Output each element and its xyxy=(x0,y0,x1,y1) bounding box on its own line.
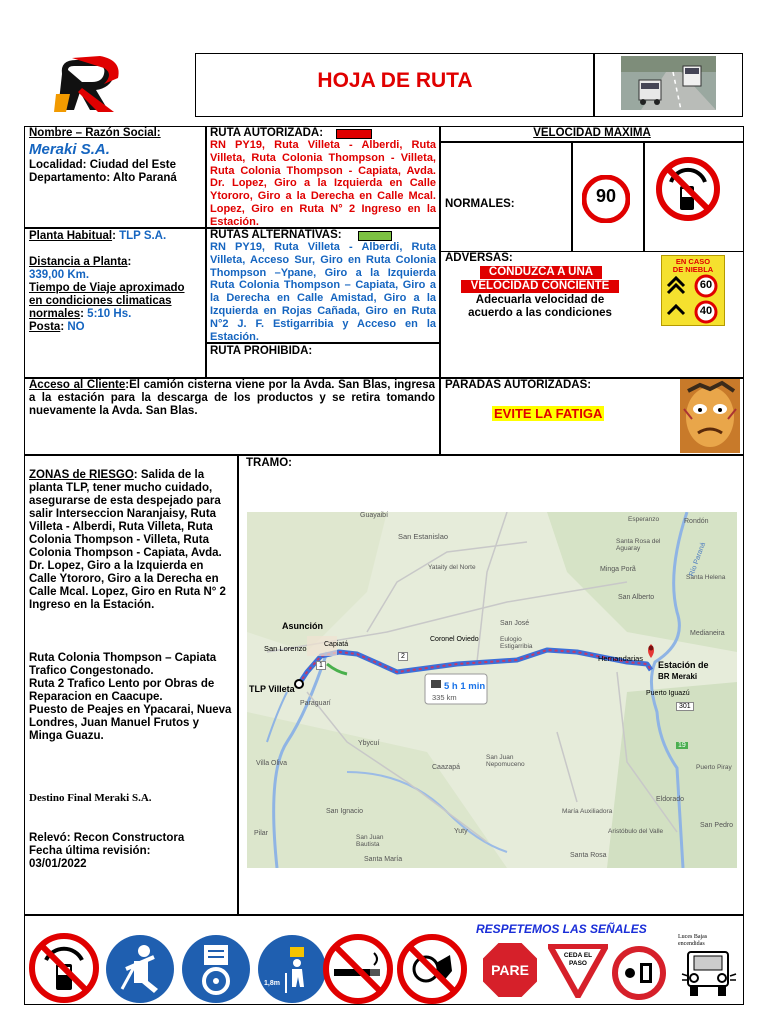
fog-speed-1: 60 xyxy=(699,279,713,291)
map-place-5: San Alberto xyxy=(618,594,655,601)
map-label: TRAMO: xyxy=(246,457,292,469)
speed-limit-value: 90 xyxy=(595,186,617,206)
low-lights-truck-icon xyxy=(680,946,738,1005)
map-place-15: Eulogio Estigarribia xyxy=(500,636,533,650)
speed-normal-divider-2 xyxy=(643,142,645,252)
no-drinking-driving-sign xyxy=(396,933,468,1010)
map-place-26: Santa Rosa xyxy=(570,852,607,859)
destination: Destino Final Meraki S.A. xyxy=(29,792,152,804)
map-place-31: Puerto Piray xyxy=(696,764,732,771)
map-place-12: San Lorenzo xyxy=(264,644,307,653)
reviewer: Relevó: Recon Constructora xyxy=(29,832,185,844)
map-place-20: San Juan Nepomuceno xyxy=(486,754,525,768)
map-place-1: San Estanislao xyxy=(398,532,449,541)
no-entry-sign xyxy=(612,946,666,1005)
map-road-301: 301 xyxy=(676,702,694,711)
distance-label: Distancia a Planta xyxy=(29,256,128,268)
map-place-32: Río Paraná xyxy=(688,541,708,578)
authorized-route-swatch xyxy=(336,129,372,139)
yield-sign-text-1: CEDA EL xyxy=(563,952,593,959)
map-place-9: Medianeira xyxy=(690,630,725,637)
map-place-11: Capiatá xyxy=(324,641,349,648)
speed-adverse-label: ADVERSAS: xyxy=(445,252,513,264)
page-title: HOJA DE RUTA xyxy=(317,69,473,92)
map-duration: 5 h 1 min xyxy=(444,681,486,692)
client-locality: Localidad: Ciudad del Este xyxy=(29,159,176,171)
travel-time-line: Tiempo de Viaje aproximado en condiciones climaticas normales: 5:10 Hs. xyxy=(29,282,185,320)
alt-routes-swatch xyxy=(358,231,392,241)
company-logo xyxy=(52,54,128,116)
access-text: El camión cisterna viene por la Avda. San Blas, ingresa a la estación para la descarga de los productos y se retira tomando nuevamente la Avda. San Blas. xyxy=(29,379,435,417)
map-place-2: Yataity del Norte xyxy=(428,564,476,571)
speed-normal-divider-1 xyxy=(571,142,573,252)
map-start-label: TLP Villeta xyxy=(249,684,295,694)
map-place-24: Santa María xyxy=(364,856,403,863)
map-place-6: Santa Helena xyxy=(686,574,726,581)
map-place-23: San Ignacio xyxy=(326,808,363,815)
map-place-7: Esperanzo xyxy=(628,516,660,523)
map-road-2: 2 xyxy=(398,652,408,661)
signs-title: RESPETEMOS LAS SEÑALES xyxy=(476,922,647,936)
map-end-label-2: BR Meraki xyxy=(658,672,698,681)
yield-sign-text-2: PASO xyxy=(569,960,587,967)
map-place-29: Aristóbulo del Valle xyxy=(608,828,664,835)
travel-time-value: 5:10 Hs. xyxy=(87,308,132,320)
map-place-4: Santa Rosa del Aguaray xyxy=(616,538,661,552)
stops-label: PARADAS AUTORIZADAS: xyxy=(445,379,592,391)
prohibited-route-label: RUTA PROHIBIDA: xyxy=(210,345,313,357)
map-place-22: San Juan Bautista xyxy=(356,834,384,848)
map-place-8: Rondón xyxy=(684,518,709,525)
risk-text-1: Salida de la planta TLP, tener mucho cuidado, asegurarse de esta despejado para salir Interseccion Naranjaisy, Ruta Villeta - Alberdi, Ruta Villeta, Ruta Colonia Thompson - Villeta, Ruta Colonia Thompson - Capiata, Avda. Dr. Lopez, Giro a la Izquierda en Calle Ytororo, Giro a la Derecha en Calle Mcal. Lopez, Giro en Ruta N° 2 Ingreso en la Estación. xyxy=(29,469,226,611)
map-place-21: Villa Oliva xyxy=(256,760,287,767)
map-place-13: Coronel Oviedo xyxy=(430,636,479,643)
map-place-28: San Pedro xyxy=(700,822,734,829)
risk-block-1: ZONAS de RIESGO: Salida de la planta TLP, tener mucho cuidado, asegurarse de esta despejado para salir Interseccion Naranjaisy, Ruta Villeta - Alberdi, Ruta Villeta, Ruta Colonia Thompson - Villeta, Ruta Colonia Thompson - Capiata, Avda. Dr. Lopez, Giro a la Izquierda en Calle Ytororo, Giro a la Derecha en Calle Mcal. Lopez, Giro en Ruta N° 2 Ingreso en la Estación. xyxy=(29,469,226,611)
client-department: Departamento: Alto Paraná xyxy=(29,172,177,184)
low-lights-text: Luces Bajas encendidas xyxy=(678,934,708,947)
access-text-block: Acceso al Cliente:El camión cisterna viene por la Avda. San Blas, ingresa a la estación para la descarga de los productos y se retira tomando nuevamente la Avda. San Blas. xyxy=(29,379,435,417)
fog-sign-title-2: DE NIEBLA xyxy=(672,265,714,274)
map-place-25: Yuty xyxy=(454,828,468,835)
post-line: Posta: NO xyxy=(29,321,85,333)
map-place-33: Pilar xyxy=(254,830,269,837)
post-value: NO xyxy=(67,321,85,333)
map-place-0: Guayaibí xyxy=(360,512,389,519)
client-name-label: Nombre – Razón Social: xyxy=(29,127,161,139)
risk-label: ZONAS de RIESGO xyxy=(29,469,134,481)
no-smoking-sign xyxy=(322,933,394,1010)
map-place-14: San José xyxy=(500,620,530,627)
speed-normal-label: NORMALES: xyxy=(445,198,515,210)
title-image-divider xyxy=(593,53,595,117)
speed-header: VELOCIDAD MAXIMA xyxy=(533,127,651,139)
distance-label-line: Distancia a Planta: xyxy=(29,256,132,268)
plant-label: Planta Habitual xyxy=(29,230,113,242)
revision-label: Fecha última revisión: xyxy=(29,845,151,857)
plant-value: TLP S.A. xyxy=(119,230,167,242)
fog-sign-title-1: EN CASO xyxy=(675,257,711,266)
fatigue-face-image xyxy=(680,379,740,453)
height-limit-label: 1,8m xyxy=(264,980,280,987)
risk-text-4: Puesto de Peajes en Ypacarai, Nueva Londres, Juan Manuel Frutos y Minga Guazu. xyxy=(29,704,232,742)
fatigue-warning: EVITE LA FATIGA xyxy=(494,406,603,421)
map-place-19: Caazapá xyxy=(432,764,461,771)
adverse-banner-1: CONDUZCA A UNA xyxy=(480,266,602,279)
map-place-10: Asunción xyxy=(282,621,324,631)
adverse-text: Adecuarla velocidad de acuerdo a las condiciones xyxy=(468,294,612,319)
map-road-1: 1 xyxy=(316,661,326,670)
no-phone-sign xyxy=(28,932,100,1009)
map-place-18: Ybycuí xyxy=(358,740,380,747)
travel-time-label: Tiempo de Viaje aproximado en condiciones climaticas normales xyxy=(29,282,185,320)
adverse-banner-2: VELOCIDAD CONCIENTE xyxy=(461,280,619,293)
map-place-34: Paraguarí xyxy=(300,700,331,707)
risk-text-2: Ruta Colonia Thompson – Capiata Trafico Congestonado. xyxy=(29,652,217,677)
map-road-19: 19 xyxy=(678,742,686,749)
client-name: Meraki S.A. xyxy=(29,141,110,158)
distance-value: 339,00 Km. xyxy=(29,269,90,281)
map-place-16: Hernandarias xyxy=(598,654,644,663)
map-place-30: María Auxiliadora xyxy=(562,808,613,815)
steering-check-sign xyxy=(180,933,252,1010)
access-label: Acceso al Cliente xyxy=(29,379,126,391)
height-limit-sign xyxy=(256,933,328,1010)
risk-text-3: Ruta 2 Trafico Lento por Obras de Reparacion en Caacupe. xyxy=(29,678,215,703)
map-end-label-1: Estación de xyxy=(658,660,709,670)
stop-sign-text: PARE xyxy=(491,962,529,978)
post-label: Posta xyxy=(29,321,61,333)
no-phone-driving-icon xyxy=(655,156,721,222)
alt-routes-text: RN PY19, Ruta Villeta - Alberdi, Ruta Villeta, Acceso Sur, Giro en Ruta Colonia Thompson –Ypane, Giro a la Izquierda Ruta Colonia Thompson – Capiata, Giro a la Derecha en Calle Amistad, Giro a la Izquierda en Rojas Cañada, Giro en Ruta N°2 J. F. Estigarribia y Acceso en la Estación. xyxy=(210,241,436,343)
revision-date: 03/01/2022 xyxy=(29,858,87,870)
alt-routes-label: RUTAS ALTERNATIVAS: xyxy=(210,229,342,241)
map-place-17: Puerto Iguazú xyxy=(646,690,690,697)
map-distance: 335 km xyxy=(432,693,457,702)
map-place-27: Eldorado xyxy=(656,796,685,803)
seatbelt-sign xyxy=(104,933,176,1010)
trucks-photo xyxy=(621,56,716,110)
fog-speed-2: 40 xyxy=(699,305,713,317)
map-place-3: Minga Porã xyxy=(600,566,636,573)
authorized-route-label: RUTA AUTORIZADA: xyxy=(210,127,324,139)
plant-line: Planta Habitual: TLP S.A. xyxy=(29,230,167,242)
authorized-route-text: RN PY19, Ruta Villeta - Alberdi, Ruta Villeta, Ruta Colonia Thompson - Villeta, Ruta Colonia Thompson - Capiata, Avda. Dr. Lopez, Giro a la Izquierda en Calle Ytororo, Giro a la Derecha en Calle Mcal. Lopez, Giro en Ruta N° 2 Ingreso en la Estación. xyxy=(210,139,436,228)
